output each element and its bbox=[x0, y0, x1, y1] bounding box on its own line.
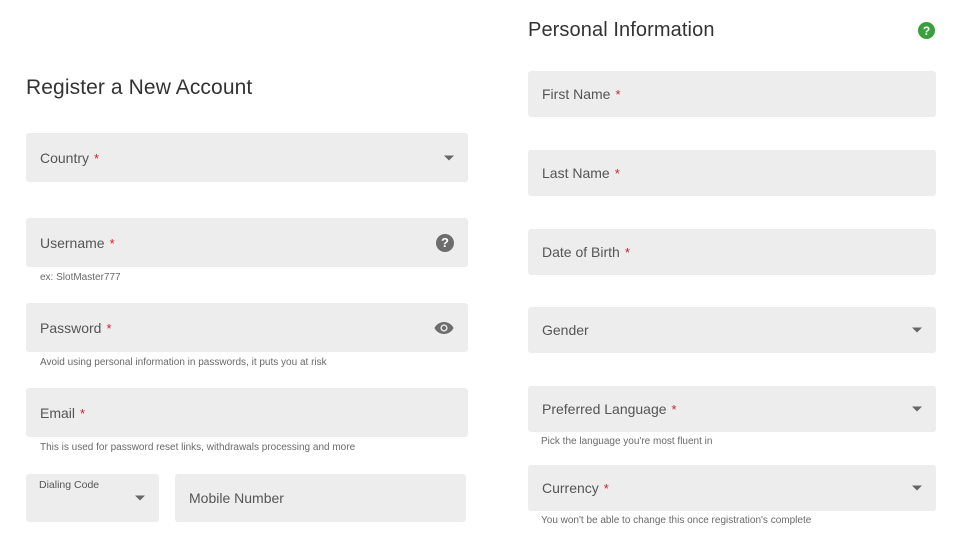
gender-select[interactable] bbox=[528, 307, 936, 353]
date-of-birth-field[interactable] bbox=[528, 229, 936, 275]
register-title: Register a New Account bbox=[26, 76, 253, 99]
username-label: Username * bbox=[40, 234, 115, 251]
first-name-field[interactable] bbox=[528, 71, 936, 117]
date-of-birth-label: Date of Birth * bbox=[542, 244, 630, 260]
username-hint: ex: SlotMaster777 bbox=[40, 272, 121, 283]
eye-icon[interactable] bbox=[434, 321, 454, 335]
dialing-code-label: Dialing Code bbox=[39, 479, 100, 491]
email-hint: This is used for password reset links, withdrawals processing and more bbox=[40, 442, 356, 453]
mobile-number-label: Mobile Number bbox=[189, 490, 284, 506]
chevron-down-icon bbox=[912, 407, 922, 412]
country-select[interactable] bbox=[26, 133, 468, 182]
chevron-down-icon bbox=[912, 328, 922, 333]
username-field[interactable] bbox=[26, 218, 468, 267]
chevron-down-icon bbox=[444, 155, 454, 160]
dialing-code-select[interactable] bbox=[26, 474, 159, 522]
email-field[interactable] bbox=[26, 388, 468, 437]
email-label: Email * bbox=[40, 404, 86, 421]
chevron-down-icon bbox=[912, 486, 922, 491]
gender-label: Gender bbox=[542, 322, 589, 338]
mobile-number-field[interactable] bbox=[175, 474, 466, 522]
last-name-field[interactable] bbox=[528, 150, 936, 196]
first-name-label: First Name * bbox=[542, 86, 621, 102]
currency-select[interactable] bbox=[528, 465, 936, 511]
password-field[interactable] bbox=[26, 303, 468, 352]
preferred-language-select[interactable] bbox=[528, 386, 936, 432]
personal-info-title: Personal Information bbox=[528, 19, 715, 41]
password-hint: Avoid using personal information in passwords, it puts you at risk bbox=[40, 357, 327, 368]
currency-hint: You won't be able to change this once registration's complete bbox=[541, 515, 812, 526]
language-hint: Pick the language you're most fluent in bbox=[541, 436, 713, 447]
help-icon[interactable]: ? bbox=[436, 234, 454, 252]
currency-label: Currency * bbox=[542, 480, 609, 496]
help-icon[interactable]: ? bbox=[918, 22, 935, 39]
password-label: Password * bbox=[40, 319, 112, 336]
chevron-down-icon bbox=[135, 496, 145, 501]
last-name-label: Last Name * bbox=[542, 165, 620, 181]
country-label: Country * bbox=[40, 149, 100, 166]
preferred-language-label: Preferred Language * bbox=[542, 401, 677, 417]
